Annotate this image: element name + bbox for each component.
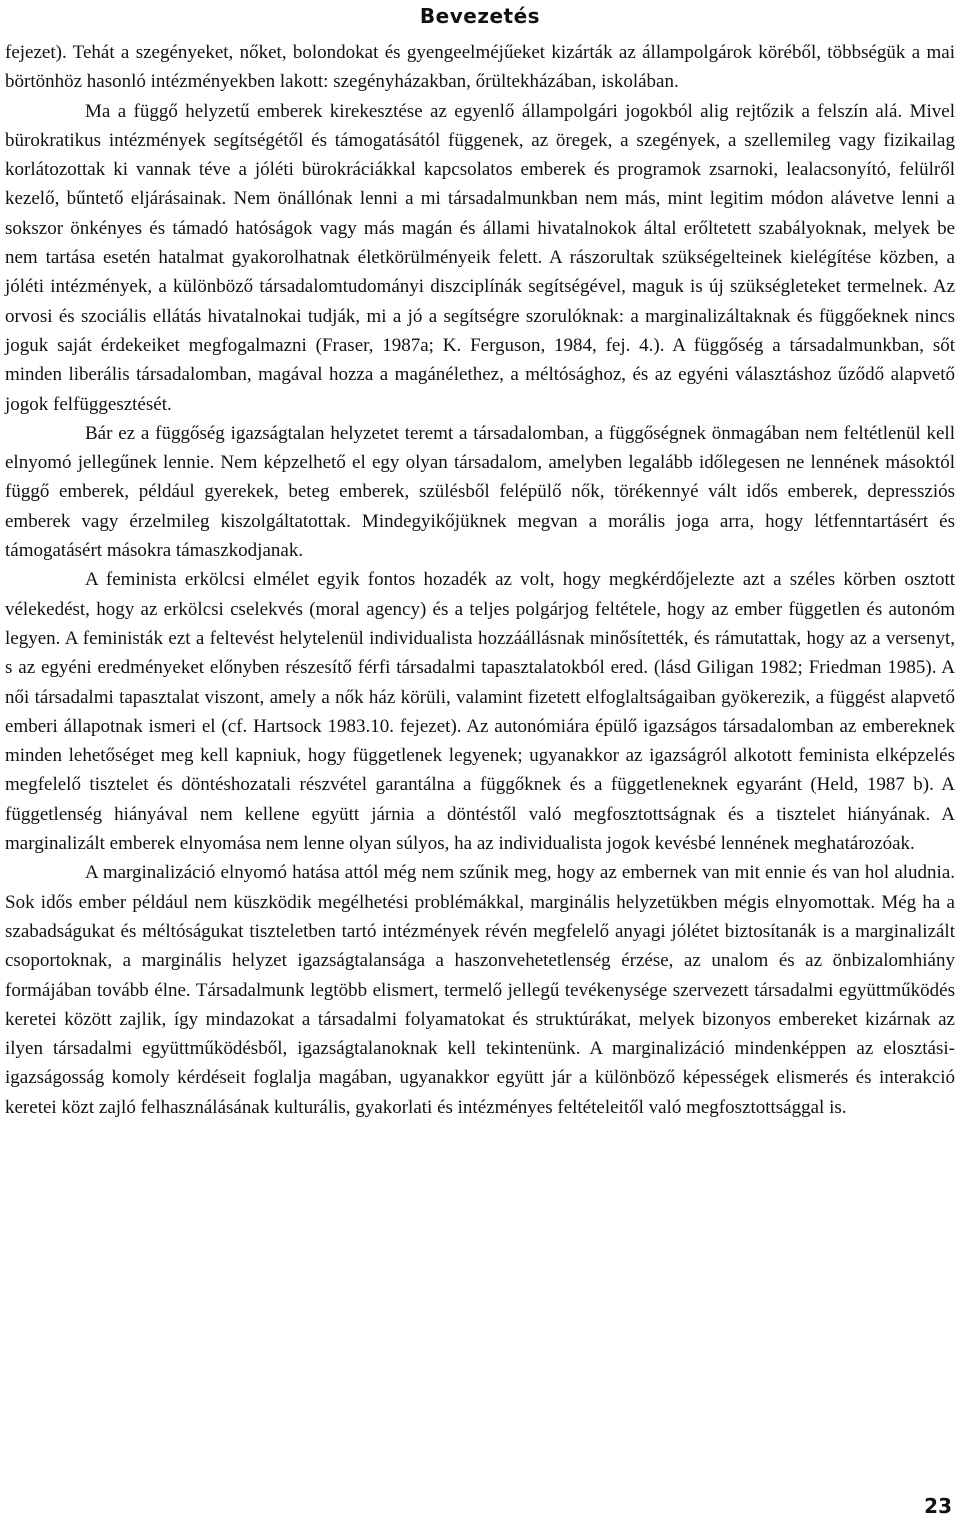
body-text	[5, 38, 955, 1122]
paragraph: A marginalizáció elnyomó hatása attól még nem szűnik meg, hogy az embernek van mit ennie és van hol aludnia. Sok idős ember például nem küszködik megélhetési problémákkal, marginális helyzetükben mégis elnyomottak. Még ha a szabadságukat és méltóságukat tiszteletben tartó intézmények révén megfelelő anyagi jólétet biztosítanák is a marginalizált csoportoknak, a marginális helyzet igazságtalansága a haszonvehetetlenség érzése, az unalom és az önbizalomhiány formájában tovább élne. Társadalmunk legtöbb elismert, termelő jellegű tevékenysége szervezett társadalmi együttműködés keretei között zajlik, így mindazokat a társadalmi folyamatokat és struktúrákat, melyek bizonyos embereket kizárnak az ilyen társadalmi együttműködésből, igazságtalanoknak kell tekintenünk. A marginalizáció mindenképpen az elosztási-igazságosság komoly kérdéseit foglalja magában, ugyanakkor együtt jár a különböző képességek elismerés és interakció keretei közt zajló felhasználásának kulturális, gyakorlati és intézményes feltételeitől való megfosztottsággal is.	[5, 862, 955, 1118]
paragraph: Bár ez a függőség igazságtalan helyzetet teremt a társadalomban, a függőségnek önmagában nem feltétlenül kell elnyomó jellegűnek lennie. Nem képzelhető el egy olyan társadalom, amelyben legalább időlegesen ne lennének másoktól függő emberek, például gyerekek, beteg emberek, szülésből felépülő nők, törékennyé vált idős emberek, depressziós emberek vagy érzelmileg kiszolgáltatottak. Mindegyikőjüknek megvan a morális joga arra, hogy létfenntartásért és támogatásért másokra támaszkodjanak.	[5, 422, 955, 562]
header-title: Bevezetés	[419, 4, 541, 28]
running-header	[0, 3, 960, 29]
paragraph-continuation: fejezet). Tehát a szegényeket, nőket, bolondokat és gyengeelméjűeket kizárták az állampolgárok köréből, többségük a mai börtönhöz hasonló intézményekben lakott: szegényházakban, őrültekházában, iskolában.	[5, 42, 955, 93]
paragraph: Ma a függő helyzetű emberek kirekesztése az egyenlő állampolgári jogokból alig rejtőzik a felszín alá. Mivel bürokratikus intézmények segítségétől és támogatásától függenek, az öregek, a szegények, a szellemileg vagy fizikailag korlátozottak ki vannak téve a jóléti bürokráciákkal kapcsolatos emberek és programok zsarnoki, lealacsonyító, felülről kezelő, bűntető eljárásainak. Nem önállónak lenni a mi társadalmunkban nem más, mint legitim módon alávetve lenni a sokszor önkényes és támadó hatóságok vagy más magán és állami hivatalnokok által erőltetett szabályoknak, melyek be nem tartása esetén hatalmat gyakorolhatnak életkörülményeik felett. A rászorultak szükségelteinek kielégítése közben, a jóléti intézmények, a különböző társadalomtudományi diszciplínák segítségével, maguk is új szükségleteket termelnek. Az orvosi és szociális ellátás hivatalnokai tudják, mi a jó a segítségre szorulóknak: a marginalizáltaknak és függőeknek nincs joguk saját érdekeiket megfogalmazni (Fraser, 1987a; K. Ferguson, 1984, fej. 4.). A függőség a társadalmunkban, sőt minden liberális társadalomban, magával hozza a magánélethez, a méltósághoz, és az egyéni választáshoz űződő alapvető jogok felfüggesztését.	[5, 100, 955, 415]
paragraph: A feminista erkölcsi elmélet egyik fontos hozadék az volt, hogy megkérdőjelezte azt a széles körben osztott vélekedést, hogy az erkölcsi cselekvés (moral agency) és a teljes polgárjog feltétele, hogy az ember független és autonóm legyen. A feministák ezt a feltevést helytelenül individualista hozzáállásnak minősítették, és rámutattak, hogy az a versenyt, s az egyéni eredményeket előnyben részesítő férfi társadalmi tapasztalatokból ered. (lásd Giligan 1982; Friedman 1985). A női társadalmi tapasztalat viszont, amely a nők ház körüli, valamint fizetett elfoglaltságaiban gyökerezik, a függést alapvető emberi állapotnak ismeri el (cf. Hartsock 1983.10. fejezet). Az autonómiára épülő igazságos társadalomban az embereknek minden lehetőséget meg kell kapniuk, hogy függetlenek legyenek; ugyanakkor az igazságról alkotott feminista elképzelés megfelelő tisztelet és döntéshozatali részvétel garantálna a függőknek és a függetleneknek egyaránt (Held, 1987 b). A függetlenség hiányával nem kellene együtt járnia a döntéstől való megfosztottságnak és a tisztelet hiányának. A marginalizált emberek elnyomása nem lenne olyan súlyos, ha az individualista jogok kevésbé lennének meghatározóak.	[5, 569, 955, 855]
page-number: 23	[924, 1494, 952, 1518]
